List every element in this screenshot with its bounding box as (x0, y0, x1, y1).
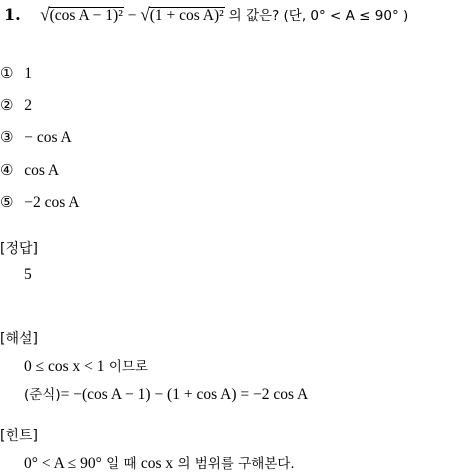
choice-marker: ① (0, 64, 14, 82)
minus-sign: − (127, 7, 137, 24)
hint-math-2: cos x (140, 455, 174, 472)
sqrt-left-inner: (cos A − 1)² (49, 7, 123, 24)
explanation-line-1 (24, 355, 148, 376)
choice-text: −2 cos A (24, 194, 80, 211)
choice-2[interactable] (0, 96, 32, 115)
hint-text-2: 의 범위를 구해본다. (173, 456, 295, 472)
question-expression (40, 4, 228, 25)
explanation-line-2 (24, 383, 308, 404)
hint-heading: [힌트] (0, 428, 38, 444)
answer-value: 5 (24, 266, 32, 283)
choice-5[interactable] (0, 193, 79, 212)
choice-text: − cos A (24, 129, 72, 146)
choice-text: 1 (24, 65, 32, 82)
answer-heading: [정답] (0, 241, 38, 257)
choice-marker: ② (0, 96, 14, 114)
choice-text: 2 (24, 97, 32, 114)
choice-marker: ③ (0, 128, 14, 146)
hint-text-1: 일 때 (101, 456, 141, 472)
explanation-line2-text: (준식) (24, 387, 61, 403)
sqrt-symbol-2: √ (140, 4, 150, 25)
hint-math-1: 0° < A ≤ 90° (24, 455, 102, 472)
choice-1[interactable] (0, 64, 32, 83)
choice-marker: ④ (0, 161, 14, 179)
question-number: 1. (4, 5, 21, 24)
explanation-line1-math: 0 ≤ cos x < 1 (24, 358, 105, 375)
sqrt-symbol-1: √ (40, 4, 50, 25)
choice-4[interactable] (0, 161, 59, 180)
sqrt-right-inner: (1 + cos A)² (149, 7, 224, 24)
choice-3[interactable] (0, 128, 72, 147)
choice-marker: ⑤ (0, 193, 14, 211)
question-tail: 의 값은? (단, 0° < A ≤ 90° ) (228, 8, 409, 24)
hint-line (24, 452, 295, 473)
explanation-line1-text: 이므로 (104, 359, 148, 375)
explanation-line2-math: = −(cos A − 1) − (1 + cos A) = −2 cos A (60, 386, 309, 403)
choice-text: cos A (24, 162, 60, 179)
explanation-heading: [해설] (0, 331, 38, 347)
question-line (4, 4, 408, 25)
